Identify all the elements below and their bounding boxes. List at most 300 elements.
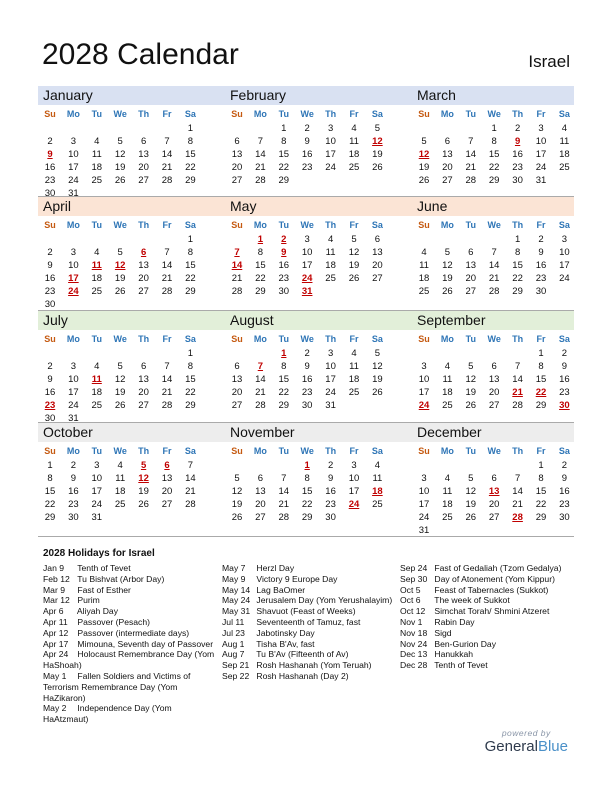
day-cell: 17 <box>68 387 79 398</box>
holiday-day-cell: 30 <box>559 400 570 411</box>
day-cell: 27 <box>231 175 243 186</box>
day-cell: 2 <box>70 460 77 471</box>
day-cell: 25 <box>442 512 453 523</box>
weekday-header: Mo <box>253 334 267 344</box>
holiday-name: Fast of Gedaliah (Tzom Gedalya) <box>434 563 562 573</box>
day-cell: 15 <box>278 149 290 160</box>
day-cell: 19 <box>372 374 383 385</box>
day-cell: 29 <box>535 400 547 411</box>
day-cell: 21 <box>185 486 196 497</box>
holiday-date: Oct 6 <box>400 595 421 606</box>
day-cell: 8 <box>538 473 544 484</box>
holiday-day-cell: 12 <box>372 136 383 147</box>
weekday-header: Th <box>512 446 524 456</box>
day-cell: 12 <box>442 260 453 271</box>
holiday-name: Aliyah Day <box>76 606 118 617</box>
day-cell: 1 <box>187 348 194 359</box>
day-cell: 19 <box>114 162 126 173</box>
day-cell: 22 <box>278 162 290 173</box>
day-cell: 17 <box>348 486 360 497</box>
day-cell: 22 <box>185 162 196 173</box>
day-cell: 25 <box>114 499 126 510</box>
day-cell: 3 <box>421 473 427 484</box>
day-cell: 22 <box>185 387 196 398</box>
day-cell: 25 <box>91 175 103 186</box>
month-name: January <box>43 87 93 103</box>
weekday-header: Th <box>325 446 337 456</box>
day-cell: 28 <box>512 400 523 411</box>
holiday-date: Mar 12 <box>43 595 70 606</box>
weekday-header: We <box>113 334 127 344</box>
calendar-bottom-divider <box>38 536 574 537</box>
holiday-entry <box>400 606 575 617</box>
day-cell: 4 <box>351 123 357 134</box>
day-cell: 29 <box>278 175 290 186</box>
day-cell: 11 <box>115 473 126 484</box>
holiday-date: Feb 12 <box>43 573 70 584</box>
day-cell: 7 <box>514 361 521 372</box>
holiday-name: Rosh Hashanah (Day 2) <box>256 670 349 681</box>
holiday-date: Apr 24 <box>43 649 69 660</box>
holiday-entry <box>43 574 218 585</box>
day-cell: 31 <box>91 512 103 523</box>
day-cell: 26 <box>372 387 383 398</box>
day-cell: 3 <box>327 123 334 134</box>
weekday-header: We <box>487 109 501 119</box>
day-cell: 18 <box>114 486 126 497</box>
holiday-name: Fallen Soldiers and Victims of Terrorism Remembrance Day (Yom HaZikaron) <box>43 670 191 703</box>
day-cell: 26 <box>231 512 243 523</box>
day-cell: 29 <box>301 512 313 523</box>
day-cell: 10 <box>348 473 360 484</box>
day-cell: 6 <box>140 361 147 372</box>
day-cell: 15 <box>535 486 547 497</box>
day-cell: 22 <box>185 273 196 284</box>
day-cell: 30 <box>325 512 336 523</box>
day-cell: 26 <box>372 162 383 173</box>
day-cell: 27 <box>138 286 149 297</box>
day-cell: 15 <box>512 260 523 271</box>
holiday-column <box>43 563 218 725</box>
quarter-divider <box>38 310 574 311</box>
day-cell: 18 <box>91 273 103 284</box>
holiday-day-cell: 22 <box>535 387 547 398</box>
day-cell: 26 <box>114 286 126 297</box>
day-cell: 28 <box>255 175 266 186</box>
day-cell: 23 <box>301 162 313 173</box>
holiday-day-cell: 31 <box>301 286 313 297</box>
day-cell: 16 <box>559 374 570 385</box>
day-cell: 16 <box>559 486 570 497</box>
day-cell: 9 <box>304 361 310 372</box>
holiday-day-cell: 24 <box>348 499 360 510</box>
day-cell: 4 <box>94 136 100 147</box>
day-cell: 27 <box>138 175 149 186</box>
day-cell: 14 <box>161 260 173 271</box>
holiday-date: Oct 5 <box>400 584 421 595</box>
holiday-entry <box>400 628 575 639</box>
day-cell: 27 <box>138 400 149 411</box>
weekday-header: Sa <box>558 109 570 119</box>
day-cell: 31 <box>535 175 547 186</box>
day-cell: 1 <box>538 348 544 359</box>
weekday-header: We <box>487 446 501 456</box>
day-cell: 10 <box>418 374 430 385</box>
month-name: October <box>43 424 93 440</box>
holiday-date: May 1 <box>43 670 67 681</box>
day-cell: 24 <box>91 499 103 510</box>
holiday-entry <box>222 671 397 682</box>
holiday-entry <box>43 649 218 671</box>
day-cell: 21 <box>255 162 266 173</box>
weekday-header: Fr <box>349 220 359 230</box>
day-cell: 18 <box>442 387 453 398</box>
day-cell: 22 <box>535 499 547 510</box>
day-cell: 21 <box>465 162 477 173</box>
day-cell: 18 <box>418 273 430 284</box>
weekday-header: Mo <box>66 109 80 119</box>
holiday-entry <box>222 585 397 596</box>
holiday-day-cell: 18 <box>372 486 383 497</box>
holiday-day-cell: 24 <box>418 400 430 411</box>
holiday-day-cell: 13 <box>488 486 500 497</box>
day-cell: 24 <box>68 175 79 186</box>
day-cell: 27 <box>465 286 477 297</box>
day-cell: 23 <box>512 162 523 173</box>
powered-by-text: powered by <box>501 728 551 738</box>
day-cell: 1 <box>491 123 497 134</box>
day-cell: 22 <box>488 162 500 173</box>
holiday-date: Sep 22 <box>222 670 250 681</box>
weekday-header: Th <box>138 334 150 344</box>
day-cell: 3 <box>421 361 427 372</box>
holiday-name: Independence Day (Yom HaAtzmaut) <box>43 703 172 725</box>
holiday-entry <box>400 660 575 671</box>
weekday-header: Fr <box>536 334 546 344</box>
day-cell: 15 <box>535 374 547 385</box>
day-cell: 26 <box>465 512 477 523</box>
weekday-header: Tu <box>465 220 476 230</box>
weekday-header: Su <box>418 446 430 456</box>
holiday-name: Shavuot (Feast of Weeks) <box>256 606 356 617</box>
holiday-name: Rabin Day <box>434 616 475 627</box>
day-cell: 22 <box>512 273 523 284</box>
day-cell: 4 <box>444 473 451 484</box>
weekday-header: Su <box>44 109 56 119</box>
holiday-entry <box>222 617 397 628</box>
day-cell: 1 <box>514 234 521 245</box>
holiday-name: Simchat Torah/ Shmini Atzeret <box>434 606 550 617</box>
day-cell: 23 <box>68 499 79 510</box>
day-cell: 14 <box>512 374 523 385</box>
day-cell: 24 <box>325 162 336 173</box>
day-cell: 13 <box>231 149 243 160</box>
holiday-day-cell: 28 <box>512 512 523 523</box>
day-cell: 3 <box>70 361 77 372</box>
day-cell: 31 <box>325 400 336 411</box>
weekday-header: Th <box>512 334 524 344</box>
day-cell: 17 <box>325 149 336 160</box>
day-cell: 20 <box>465 273 477 284</box>
day-cell: 24 <box>325 387 336 398</box>
weekday-header: Fr <box>162 220 172 230</box>
day-cell: 8 <box>491 136 497 147</box>
day-cell: 25 <box>325 273 336 284</box>
day-cell: 25 <box>559 162 570 173</box>
day-cell: 23 <box>535 273 547 284</box>
day-cell: 21 <box>255 387 266 398</box>
holiday-name: Tisha B'Av, fast <box>256 638 315 649</box>
day-cell: 3 <box>538 123 544 134</box>
weekday-header: We <box>300 220 314 230</box>
day-cell: 20 <box>161 486 173 497</box>
month-name: August <box>230 312 274 328</box>
day-cell: 9 <box>327 473 334 484</box>
holiday-name: Ben-Gurion Day <box>434 638 497 649</box>
day-cell: 19 <box>114 273 126 284</box>
holiday-entry <box>400 563 575 574</box>
weekday-header: Tu <box>91 109 102 119</box>
holiday-day-cell: 11 <box>91 374 102 385</box>
holiday-day-cell: 12 <box>138 473 149 484</box>
day-cell: 17 <box>535 149 547 160</box>
day-cell: 26 <box>465 400 477 411</box>
holiday-day-cell: 23 <box>44 400 56 411</box>
holiday-name: Seventeenth of Tamuz, fast <box>256 616 361 627</box>
weekday-header: Su <box>418 109 430 119</box>
weekday-header: Su <box>44 446 56 456</box>
day-cell: 31 <box>418 525 430 536</box>
brand-part-a: General <box>484 738 538 755</box>
day-cell: 30 <box>44 188 56 199</box>
day-cell: 30 <box>559 512 570 523</box>
day-cell: 11 <box>349 361 359 372</box>
holiday-date: Dec 13 <box>400 649 428 660</box>
day-cell: 18 <box>91 162 103 173</box>
holidays-title: 2028 Holidays for Israel <box>43 548 155 559</box>
day-cell: 6 <box>234 136 240 147</box>
day-cell: 10 <box>559 247 570 258</box>
day-cell: 13 <box>488 374 500 385</box>
holiday-entry <box>400 595 575 606</box>
day-cell: 20 <box>442 162 453 173</box>
weekday-header: Fr <box>536 446 546 456</box>
day-cell: 5 <box>374 123 381 134</box>
day-cell: 14 <box>255 374 266 385</box>
holiday-entry <box>43 606 218 617</box>
day-cell: 30 <box>301 400 313 411</box>
holiday-name: Sigd <box>434 627 452 638</box>
holiday-day-cell: 24 <box>68 286 79 297</box>
day-cell: 28 <box>161 400 173 411</box>
weekday-header: We <box>113 446 127 456</box>
day-cell: 19 <box>138 486 149 497</box>
day-cell: 1 <box>281 123 287 134</box>
quarter-band <box>38 311 574 330</box>
day-cell: 12 <box>114 149 126 160</box>
holiday-day-cell: 6 <box>164 460 170 471</box>
weekday-header: Th <box>138 446 150 456</box>
day-cell: 18 <box>348 149 360 160</box>
holiday-day-cell: 17 <box>68 273 79 284</box>
day-cell: 30 <box>68 512 79 523</box>
weekday-header: Mo <box>66 446 80 456</box>
month-name: July <box>43 312 68 328</box>
day-cell: 16 <box>512 149 523 160</box>
day-cell: 12 <box>465 374 477 385</box>
weekday-header: Tu <box>278 334 289 344</box>
holiday-entry <box>400 639 575 650</box>
day-cell: 7 <box>164 247 170 258</box>
day-cell: 11 <box>325 247 336 258</box>
holiday-date: May 14 <box>222 584 251 595</box>
weekday-header: Tu <box>278 446 289 456</box>
weekday-header: Sa <box>184 334 196 344</box>
day-cell: 11 <box>372 473 383 484</box>
day-cell: 4 <box>421 247 427 258</box>
holiday-day-cell: 7 <box>234 247 240 258</box>
holiday-name: Hanukkah <box>434 649 474 660</box>
day-cell: 20 <box>138 162 149 173</box>
day-cell: 1 <box>187 123 194 134</box>
day-cell: 9 <box>70 473 77 484</box>
weekday-header: Tu <box>91 446 102 456</box>
day-cell: 17 <box>301 260 313 271</box>
month-name: June <box>417 198 448 214</box>
day-cell: 6 <box>257 473 264 484</box>
holiday-name: Feast of Tabernacles (Sukkot) <box>434 584 549 595</box>
holiday-name: Day of Atonement (Yom Kippur) <box>434 573 555 584</box>
quarter-band <box>38 423 574 442</box>
day-cell: 22 <box>255 273 266 284</box>
month-name: March <box>417 87 456 103</box>
day-cell: 17 <box>325 374 336 385</box>
day-cell: 25 <box>348 162 360 173</box>
weekday-header: Th <box>138 220 150 230</box>
holiday-day-cell: 1 <box>304 460 310 471</box>
day-cell: 21 <box>161 273 173 284</box>
day-cell: 16 <box>301 149 313 160</box>
day-cell: 21 <box>488 273 500 284</box>
day-cell: 12 <box>465 486 477 497</box>
holiday-day-cell: 9 <box>281 247 287 258</box>
day-cell: 18 <box>325 260 336 271</box>
day-cell: 28 <box>255 400 266 411</box>
holiday-entry <box>43 585 218 596</box>
holiday-entry <box>43 703 218 725</box>
holiday-day-cell: 6 <box>140 247 147 258</box>
holiday-day-cell: 11 <box>91 260 102 271</box>
day-cell: 11 <box>419 260 429 271</box>
holiday-day-cell: 9 <box>514 136 521 147</box>
holiday-name: Purim <box>77 595 100 606</box>
day-cell: 2 <box>47 136 53 147</box>
day-cell: 20 <box>488 387 500 398</box>
day-cell: 3 <box>327 348 334 359</box>
holiday-name: Victory 9 Europe Day <box>256 573 338 584</box>
day-cell: 2 <box>47 247 53 258</box>
holiday-date: May 2 <box>43 703 67 714</box>
day-cell: 8 <box>187 136 194 147</box>
weekday-header: Fr <box>162 109 172 119</box>
day-cell: 16 <box>44 273 56 284</box>
holiday-name: Passover (Pesach) <box>77 616 150 627</box>
day-cell: 1 <box>47 460 53 471</box>
weekday-header: Th <box>325 220 337 230</box>
weekday-header: Mo <box>66 334 80 344</box>
holiday-name: Passover (intermediate days) <box>77 627 190 638</box>
day-cell: 14 <box>185 473 196 484</box>
day-cell: 2 <box>304 348 310 359</box>
day-cell: 11 <box>442 486 453 497</box>
day-cell: 12 <box>372 361 383 372</box>
day-cell: 10 <box>68 260 79 271</box>
day-cell: 11 <box>91 149 102 160</box>
holiday-date: Aug 1 <box>222 638 245 649</box>
day-cell: 2 <box>561 348 568 359</box>
day-cell: 14 <box>488 260 500 271</box>
footer-brand <box>485 728 568 755</box>
day-cell: 3 <box>70 136 77 147</box>
day-cell: 14 <box>161 374 173 385</box>
weekday-header: We <box>300 334 314 344</box>
holiday-entry <box>400 617 575 628</box>
day-cell: 4 <box>117 460 123 471</box>
holiday-name: Fast of Esther <box>77 584 131 595</box>
day-cell: 5 <box>117 361 123 372</box>
day-cell: 7 <box>468 136 474 147</box>
day-cell: 14 <box>255 149 266 160</box>
weekday-header: Mo <box>440 446 454 456</box>
holiday-date: May 31 <box>222 606 251 617</box>
holiday-date: Oct 12 <box>400 606 426 617</box>
day-cell: 19 <box>372 149 383 160</box>
day-cell: 17 <box>418 387 430 398</box>
weekday-header: Mo <box>253 220 267 230</box>
day-cell: 13 <box>372 247 383 258</box>
day-cell: 27 <box>488 512 500 523</box>
holiday-entry <box>222 606 397 617</box>
day-cell: 7 <box>281 473 287 484</box>
day-cell: 23 <box>44 175 56 186</box>
day-cell: 27 <box>442 175 453 186</box>
day-cell: 16 <box>325 486 336 497</box>
holiday-name: Holocaust Remembrance Day (Yom HaShoah) <box>43 649 215 671</box>
day-cell: 10 <box>535 136 547 147</box>
day-cell: 15 <box>185 374 196 385</box>
day-cell: 17 <box>559 260 570 271</box>
weekday-header: Th <box>325 334 337 344</box>
page-title: 2028 Calendar <box>42 38 239 71</box>
day-cell: 29 <box>44 512 56 523</box>
day-cell: 21 <box>161 387 173 398</box>
weekday-header: Su <box>418 334 430 344</box>
weekday-header: Tu <box>278 220 289 230</box>
holiday-date: Nov 18 <box>400 627 428 638</box>
day-cell: 7 <box>514 473 521 484</box>
holiday-entry <box>43 671 218 703</box>
day-cell: 19 <box>114 387 126 398</box>
day-cell: 3 <box>351 460 357 471</box>
weekday-header: Sa <box>184 109 196 119</box>
holiday-date: Apr 12 <box>43 627 69 638</box>
day-cell: 5 <box>421 136 427 147</box>
weekday-header: Th <box>512 220 524 230</box>
day-cell: 27 <box>231 400 243 411</box>
day-cell: 25 <box>91 400 103 411</box>
weekday-header: Su <box>231 446 243 456</box>
day-cell: 27 <box>161 499 173 510</box>
